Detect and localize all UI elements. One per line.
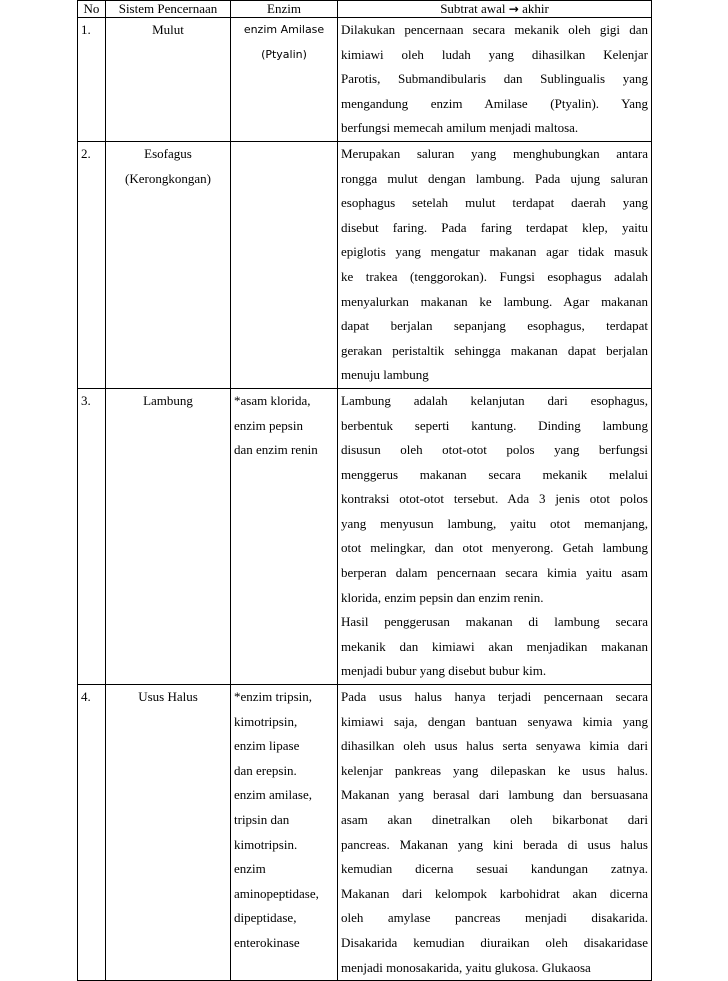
description-line: kimiawi oleh ludah yang dihasilkan Kelenjar: [341, 46, 648, 62]
row-number: 2.: [78, 141, 106, 388]
description-line: Dilakukan pencernaan secara mekanik oleh gigi dan: [341, 22, 648, 37]
description-line: epiglotis yang mengatur makanan agar tidak masuk: [341, 244, 648, 260]
description-line: menuju lambung: [341, 367, 429, 383]
description-line: esophagus setelah mulut terdapat daerah yang: [341, 195, 648, 211]
enzyme-line: aminopeptidase,: [234, 885, 319, 901]
description-line: Hasil penggerusan makanan di lambung secara: [341, 614, 648, 630]
description-line: mengandung enzim Amilase (Ptyalin). Yang: [341, 95, 648, 111]
header-substrate-end: akhir: [522, 1, 549, 16]
enzyme-line: (Ptyalin): [261, 47, 307, 61]
description-line: mekanik dan kimiawi akan menjadikan makanan: [341, 638, 648, 654]
description-line: berperan dalam pencernaan secara kimia yaitu asam: [341, 565, 648, 581]
description-line: ke trakea (tenggorokan). Fungsi esophagus adalah: [341, 268, 648, 284]
description-line: otot melingkar, dan otot menyerong. Getah lambung: [341, 540, 648, 556]
description-line: disusun oleh otot-otot polos yang berfungsi: [341, 442, 648, 458]
description-line: rongga mulut dengan lambung. Pada ujung saluran: [341, 170, 648, 186]
description-line: asam akan dinetralkan oleh bikarbonat dari: [341, 812, 648, 827]
description-line: menyalurkan makanan ke lambung. Agar makanan: [341, 293, 648, 309]
description-line: Pada usus halus hanya terjadi pencernaan secara: [341, 689, 648, 705]
system-name-line: Lambung: [143, 392, 193, 408]
row-number: 3.: [78, 388, 106, 684]
header-substrate-start: Subtrat awal: [440, 1, 506, 16]
description-line: Lambung adalah kelanjutan dari esophagus,: [341, 392, 648, 408]
row-number: 4.: [78, 685, 106, 981]
enzyme-line: enzim pepsin: [234, 417, 303, 433]
enzyme-line: dan enzim renin: [234, 442, 318, 458]
header-no: No: [78, 1, 106, 18]
system-name-cell: [106, 18, 231, 142]
enzyme-line: enzim lipase: [234, 738, 300, 754]
description-cell: [338, 18, 652, 142]
description-line: berbentuk seperti kantung. Dinding lambung: [341, 417, 648, 433]
enzyme-line: enzim Amilase: [243, 23, 325, 36]
description-cell: [338, 141, 652, 388]
description-line: oleh amylase pancreas menjadi disakarida.: [341, 910, 648, 926]
description-line: Makanan dari kelompok karbohidrat akan dicerna: [341, 885, 648, 901]
description-line: dapat berjalan sepanjang esophagus, terdapat: [341, 318, 648, 334]
description-line: Parotis, Submandibularis dan Sublingualis yang: [341, 71, 648, 87]
enzyme-line: dipeptidase,: [234, 910, 297, 926]
description-line: Makanan yang berasal dari lambung dan bersuasana: [341, 787, 648, 803]
table-header-row: [78, 1, 652, 18]
description-line: kontraksi otot-otot tersebut. Ada 3 jenis otot polos: [341, 491, 648, 507]
description-line: disebut faring. Pada faring terdapat klep, yaitu: [341, 219, 648, 235]
description-line: Merupakan saluran yang menghubungkan antara: [341, 145, 648, 161]
header-substrate: [338, 1, 652, 18]
header-system: Sistem Pencernaan: [106, 1, 231, 18]
row-number: 1.: [78, 18, 106, 142]
table-row: [78, 388, 652, 684]
system-name-line: Esofagus: [144, 145, 192, 161]
enzyme-line: kimotripsin,: [234, 713, 298, 729]
table-row: [78, 685, 652, 981]
description-cell: [338, 685, 652, 981]
system-name-line: (Kerongkongan): [125, 170, 211, 186]
enzyme-line: enterokinase: [234, 934, 300, 950]
system-name-cell: [106, 141, 231, 388]
enzyme-cell: [231, 18, 338, 142]
system-name-cell: [106, 685, 231, 981]
arrow-right-icon: →: [508, 2, 519, 16]
description-cell: [338, 388, 652, 684]
description-line: menggerus makanan secara mekanik melalui: [341, 466, 648, 482]
description-line: menjadi monosakarida, yaitu glukosa. Glukaosa: [341, 959, 591, 975]
enzyme-line: dan erepsin.: [234, 762, 297, 778]
description-line: gerakan peristaltik sehingga makanan dapat berjalan: [341, 342, 648, 358]
description-line: yang menyusun lambung, yaitu otot memanjang,: [341, 515, 648, 531]
description-line: menjadi bubur yang disebut bubur kim.: [341, 663, 547, 679]
enzyme-line: enzim: [234, 861, 266, 877]
description-line: berfungsi memecah amilum menjadi maltosa.: [341, 120, 579, 136]
enzyme-line: enzim amilase,: [234, 787, 312, 803]
enzyme-cell: [231, 141, 338, 388]
table-row: [78, 141, 652, 388]
description-line: pancreas. Makanan yang kini berada di usus halus: [341, 836, 648, 852]
description-line: kemudian dicerna sesuai kandungan zatnya.: [341, 861, 648, 877]
enzyme-line: *enzim tripsin,: [234, 689, 312, 705]
description-line: kimiawi saja, dengan bantuan senyawa kimia yang: [341, 713, 648, 729]
enzyme-cell: [231, 685, 338, 981]
enzyme-line: kimotripsin.: [234, 836, 298, 852]
enzyme-line: tripsin dan: [234, 812, 290, 827]
enzyme-cell: [231, 388, 338, 684]
description-line: Disakarida kemudian diuraikan oleh disakaridase: [341, 934, 648, 950]
system-name-cell: [106, 388, 231, 684]
header-enzyme: Enzim: [231, 1, 338, 18]
description-line: dihasilkan oleh usus halus serta senyawa kimia dari: [341, 738, 648, 754]
description-line: klorida, enzim pepsin dan enzim renin.: [341, 589, 544, 605]
enzyme-line: *asam klorida,: [234, 392, 311, 408]
system-name-line: Usus Halus: [138, 689, 198, 705]
table-row: [78, 18, 652, 142]
system-name-line: Mulut: [152, 22, 184, 37]
digestive-system-table: [77, 0, 652, 981]
description-line: kelenjar pankreas yang dilepaskan ke usus halus.: [341, 762, 648, 778]
